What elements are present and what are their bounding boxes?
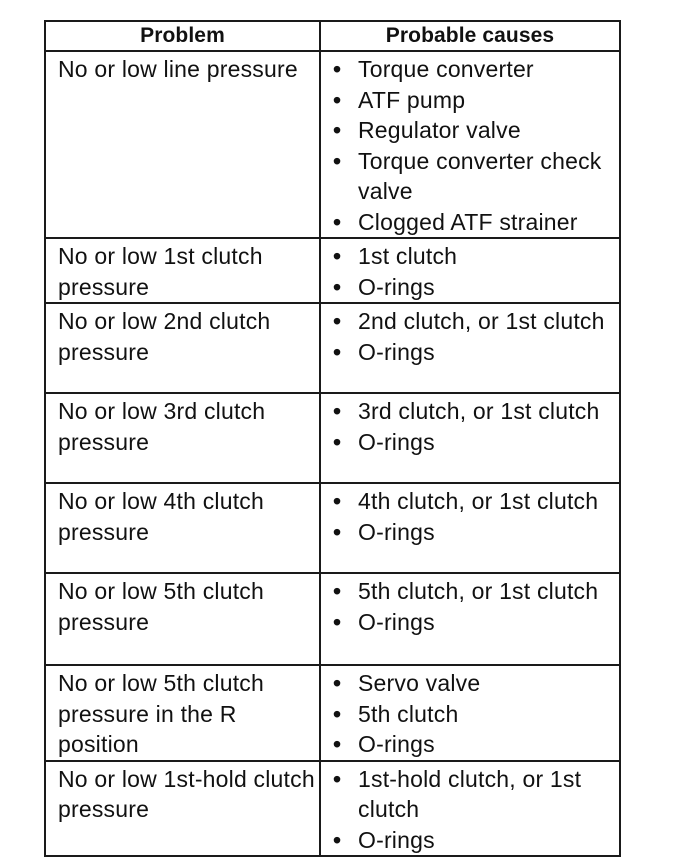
problem-cell: No or low 4th clutch pressure bbox=[45, 483, 320, 573]
cause-item bbox=[329, 517, 615, 548]
cause-list bbox=[329, 54, 615, 237]
header-row bbox=[45, 21, 620, 51]
cause-item bbox=[329, 54, 615, 85]
cause-item bbox=[329, 764, 615, 825]
bullet-icon: • bbox=[333, 398, 342, 424]
cause-text: O-rings bbox=[358, 338, 435, 365]
causes-cell bbox=[320, 51, 620, 238]
bullet-icon: • bbox=[333, 147, 342, 174]
cause-text: 1st-hold clutch, or 1st clutch bbox=[358, 765, 582, 822]
bullet-icon: • bbox=[333, 208, 342, 235]
table-row bbox=[45, 238, 620, 303]
cause-item bbox=[329, 85, 615, 116]
problem-cell: No or low 5th clutch pressure bbox=[45, 573, 320, 665]
cause-item bbox=[329, 207, 615, 238]
causes-cell bbox=[320, 665, 620, 761]
cause-item bbox=[329, 146, 615, 207]
cause-list bbox=[329, 486, 615, 547]
troubleshooting-table bbox=[44, 20, 621, 857]
problem-cell: No or low line pressure bbox=[45, 51, 320, 238]
causes-cell bbox=[320, 393, 620, 483]
cause-list bbox=[329, 396, 615, 457]
problem-cell: No or low 1st-hold clutch pressure bbox=[45, 761, 320, 857]
causes-column-header: Probable causes bbox=[320, 21, 620, 51]
cause-text: 2nd clutch, or 1st clutch bbox=[358, 308, 605, 334]
cause-text: Servo valve bbox=[358, 670, 481, 696]
bullet-icon: • bbox=[333, 700, 342, 727]
cause-text: ATF pump bbox=[358, 86, 466, 113]
cause-text: Clogged ATF strainer bbox=[358, 208, 578, 235]
bullet-icon: • bbox=[333, 518, 342, 545]
problem-cell: No or low 2nd clutch pressure bbox=[45, 303, 320, 393]
table-row bbox=[45, 393, 620, 483]
bullet-icon: • bbox=[333, 117, 342, 143]
bullet-icon: • bbox=[333, 86, 342, 113]
cause-item bbox=[329, 607, 615, 638]
cause-text: O-rings bbox=[358, 273, 435, 300]
troubleshooting-table-container bbox=[44, 20, 619, 857]
causes-cell bbox=[320, 761, 620, 857]
bullet-icon: • bbox=[333, 765, 342, 792]
cause-item bbox=[329, 486, 615, 517]
cause-list bbox=[329, 306, 615, 367]
table-row bbox=[45, 303, 620, 393]
table-body bbox=[45, 51, 620, 856]
cause-list bbox=[329, 668, 615, 760]
bullet-icon: • bbox=[333, 273, 342, 300]
bullet-icon: • bbox=[333, 608, 342, 635]
cause-text: 5th clutch bbox=[358, 700, 459, 727]
bullet-icon: • bbox=[333, 578, 342, 604]
cause-item bbox=[329, 241, 615, 272]
cause-list bbox=[329, 576, 615, 637]
cause-text: O-rings bbox=[358, 608, 435, 635]
table-row bbox=[45, 483, 620, 573]
bullet-icon: • bbox=[333, 338, 342, 365]
cause-text: 1st clutch bbox=[358, 243, 458, 269]
table-row bbox=[45, 573, 620, 665]
cause-text: O-rings bbox=[358, 731, 435, 757]
bullet-icon: • bbox=[333, 670, 342, 696]
bullet-icon: • bbox=[333, 428, 342, 455]
cause-text: Torque converter check valve bbox=[358, 147, 602, 204]
table-row bbox=[45, 665, 620, 761]
bullet-icon: • bbox=[333, 243, 342, 269]
cause-item bbox=[329, 825, 615, 856]
cause-item bbox=[329, 427, 615, 458]
cause-item bbox=[329, 306, 615, 337]
problem-column-header: Problem bbox=[45, 21, 320, 51]
cause-text: Torque converter bbox=[358, 56, 534, 82]
table-row bbox=[45, 51, 620, 238]
problem-cell: No or low 1st clutch pressure bbox=[45, 238, 320, 303]
cause-item bbox=[329, 337, 615, 368]
bullet-icon: • bbox=[333, 56, 342, 82]
cause-text: O-rings bbox=[358, 826, 435, 853]
cause-item bbox=[329, 699, 615, 730]
cause-text: 4th clutch, or 1st clutch bbox=[358, 488, 599, 514]
cause-item bbox=[329, 272, 615, 303]
cause-item bbox=[329, 668, 615, 699]
problem-cell: No or low 3rd clutch pressure bbox=[45, 393, 320, 483]
cause-item bbox=[329, 115, 615, 146]
cause-text: 5th clutch, or 1st clutch bbox=[358, 578, 599, 604]
table-row bbox=[45, 761, 620, 857]
causes-cell bbox=[320, 573, 620, 665]
cause-text: 3rd clutch, or 1st clutch bbox=[358, 398, 600, 424]
cause-list bbox=[329, 241, 615, 302]
bullet-icon: • bbox=[333, 308, 342, 334]
cause-text: O-rings bbox=[358, 428, 435, 455]
cause-list bbox=[329, 764, 615, 856]
bullet-icon: • bbox=[333, 826, 342, 853]
cause-text: O-rings bbox=[358, 518, 435, 545]
cause-item bbox=[329, 576, 615, 607]
cause-text: Regulator valve bbox=[358, 117, 521, 143]
cause-item bbox=[329, 729, 615, 760]
problem-cell: No or low 5th clutch pressure in the R position bbox=[45, 665, 320, 761]
causes-cell bbox=[320, 238, 620, 303]
causes-cell bbox=[320, 483, 620, 573]
causes-cell bbox=[320, 303, 620, 393]
bullet-icon: • bbox=[333, 731, 342, 757]
cause-item bbox=[329, 396, 615, 427]
bullet-icon: • bbox=[333, 488, 342, 514]
